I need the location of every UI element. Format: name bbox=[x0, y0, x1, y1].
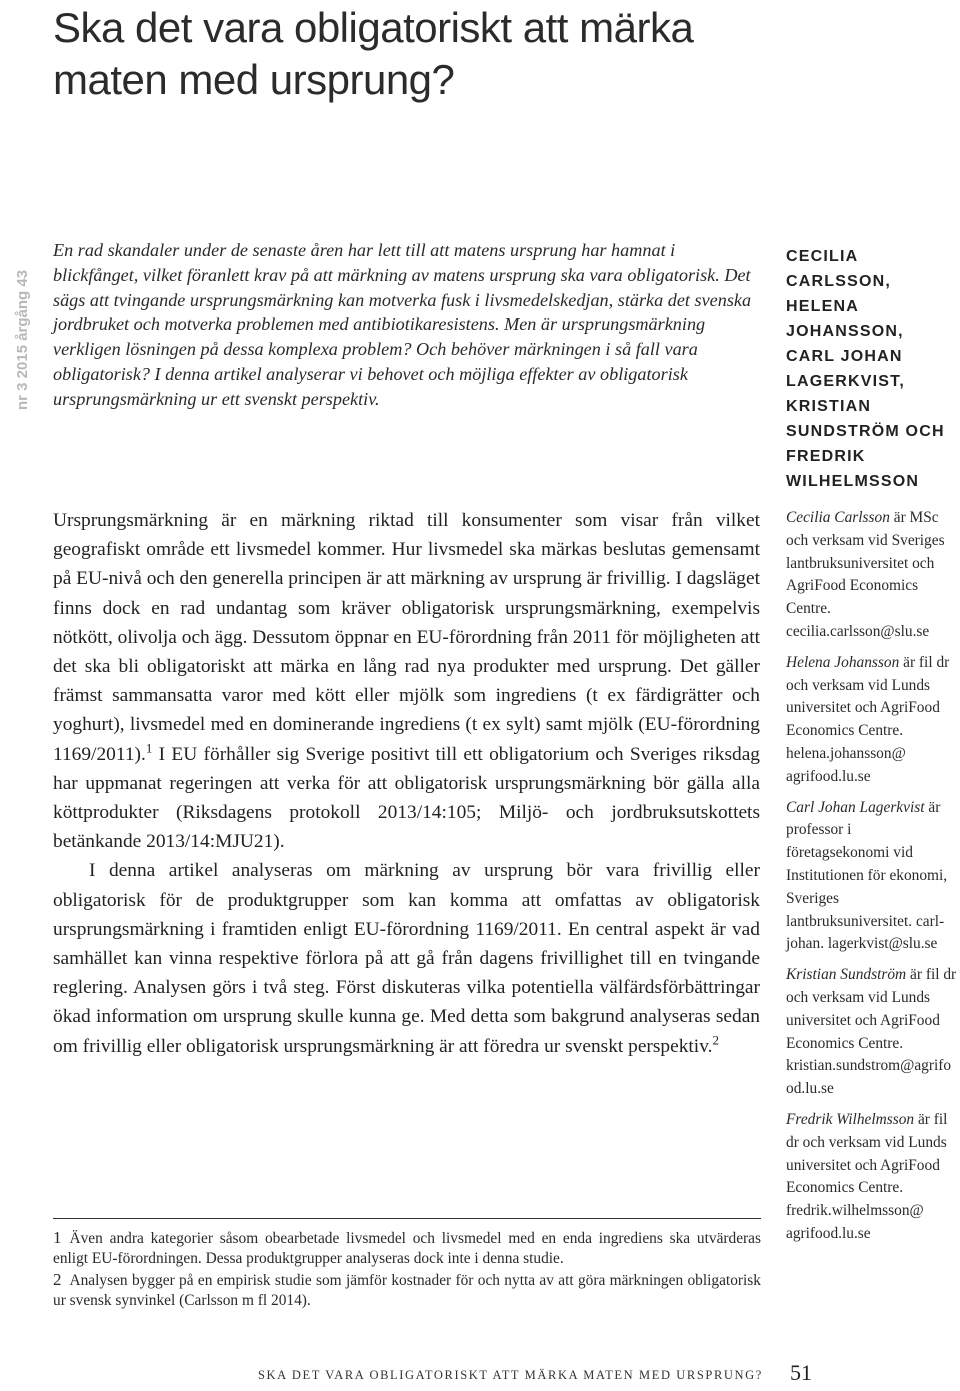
author-description: är fil dr och verksam vid Lunds universitet och AgriFood Economics Centre. fredrik.wilhelmsson@ agrifood.lu.se bbox=[786, 1110, 948, 1242]
author-bio bbox=[786, 652, 958, 789]
author-description: är fil dr och verksam vid Lunds universitet och AgriFood Economics Centre. helena.johansson@ agrifood.lu.se bbox=[786, 653, 950, 785]
footnote-number: 2 bbox=[53, 1270, 62, 1289]
page-number: 51 bbox=[790, 1360, 812, 1385]
article-body bbox=[53, 506, 760, 1061]
footnote-ref-1[interactable]: 1 bbox=[145, 740, 153, 756]
author-description: är professor i företagsekonomi vid Institutionen för ekonomi, Sveriges lantbruksuniversitet. carl-johan. lagerkvist@slu.se bbox=[786, 798, 948, 953]
article-title: Ska det vara obligatoriskt att märka maten med ursprung? bbox=[53, 4, 694, 103]
footnotes bbox=[53, 1228, 761, 1312]
author-bio bbox=[786, 964, 958, 1101]
author-name: Cecilia Carlsson bbox=[786, 509, 890, 526]
footnote-text: Även andra kategorier såsom obearbetade livsmedel och livsmedel med en enda ingrediens ska utvärderas enligt EU-förordningen. Dessa produktgrupper analyseras dock inte i denna studie. bbox=[53, 1230, 761, 1267]
author-bio bbox=[786, 1109, 958, 1246]
footnote-2 bbox=[53, 1270, 761, 1310]
body-paragraph-2-text: I denna artikel analyseras om märkning av ursprung bör vara frivillig eller obligatorisk för de produktgrupper som kan komma att omfattas av obligatorisk ursprungsmärkning i framtiden enligt EU-förordning 1169/2011. En central aspekt är vad samhället kan vinna respektive förlora på att gå från dagens frivillighet till en tvingande reglering. Analysen görs i två steg. Först diskuteras vilka potentiella välfärdsförbättringar ökad information om ursprung skulle kunna ge. Med detta som bakgrund analyseras sedan om frivillig eller obligatorisk ursprungsmärkning är att föredra ur svenskt perspektiv. bbox=[53, 860, 760, 1057]
author-bio bbox=[786, 797, 958, 957]
article-lead: En rad skandaler under de senaste åren har lett till att matens ursprung har hamnat i blickfånget, vilket föranlett krav på att märkning av matens ursprung ska vara obligatorisk. Det sägs att tvingande ursprungsmärkning kan motverka fusk i livsmedelskedjan, stärka det svenska jordbruket och motverka problemen med antibiotikaresistens. Men är ursprungsmärkning verkligen lösningen på dessa komplexa problem? Och behöver märkningen i så fall vara obligatorisk? I denna artikel analyserar vi behovet och möjliga effekter av obligatorisk ursprungsmärkning ur ett svenskt perspektiv. bbox=[53, 240, 752, 409]
author-description: är fil dr och verksam vid Lunds universitet och AgriFood Economics Centre. kristian.sundstrom@agrifood.lu.se bbox=[786, 966, 957, 1098]
body-paragraph-1-text: Ursprungsmärkning är en märkning riktad till konsumenter som visar från vilket geografiskt område ett livsmedel kommer. Hur livsmedel ska märkas beslutas gemensamt på EU-nivå och den generella principen är att märkning av ursprung är frivillig. I dagsläget finns dock en rad undantag som kräver obligatorisk ursprungsmärkning, exempelvis nötkött, olivolja och ägg. Dessutom öppnar en EU-förordning från 2011 för möjligheten att det ska bli obligatoriskt att märka en lång rad nya produkter med ursprung. Det gäller främst sammansatta varor med kött eller mjölk som ingrediens (t ex färdigrätter och yoghurt), livsmedel med en dominerande ingrediens (t ex sylt) samt mjölk (EU-förordning 1169/2011). bbox=[53, 510, 760, 765]
body-paragraph-1-rest: I EU förhåller sig Sverige positivt till ett obligatorium och Sveriges riksdag har uppmanat regeringen att verka för att obligatorisk ursprungsmärkning bör gälla alla köttprodukter (Riksdagens protokoll 2013/14:105; Miljö- och jordbruksutskottets betänkande 2013/14:MJU21). bbox=[53, 743, 760, 853]
author-name: Fredrik Wilhelmsson bbox=[786, 1110, 915, 1128]
author-bios bbox=[786, 507, 958, 1254]
author-name: Kristian Sundström bbox=[786, 966, 907, 984]
footnote-text: Analysen bygger på en empirisk studie som jämför kostnader för och nytta av att göra märkningen obligatorisk ur svensk synvinkel (Carlsson m fl 2014). bbox=[53, 1272, 761, 1309]
issue-side-label: nr 3 2015 årgång 43 bbox=[14, 269, 31, 410]
author-name: Carl Johan Lagerkvist bbox=[786, 798, 925, 816]
footnote-divider bbox=[53, 1218, 761, 1219]
body-paragraph-1 bbox=[53, 506, 760, 856]
author-name: Helena Johansson bbox=[786, 653, 900, 671]
author-bio bbox=[786, 507, 958, 644]
author-description: är MSc och verksam vid Sveriges lantbruksuniversitet och AgriFood Economics Centre. cecilia.carlsson@slu.se bbox=[786, 509, 945, 640]
running-footer-title: SKA DET VARA OBLIGATORISKT ATT MÄRKA MATEN MED URSPRUNG? bbox=[258, 1368, 763, 1382]
footnote-1 bbox=[53, 1228, 761, 1268]
authors-heading: CECILIA CARLSSON, HELENA JOHANSSON, CARL JOHAN LAGERKVIST, KRISTIAN SUNDSTRÖM OCH FREDRIK WILHELMSSON bbox=[786, 248, 945, 490]
body-paragraph-2 bbox=[53, 856, 760, 1060]
footnote-number: 1 bbox=[53, 1228, 62, 1247]
footnote-ref-2[interactable]: 2 bbox=[712, 1032, 719, 1048]
